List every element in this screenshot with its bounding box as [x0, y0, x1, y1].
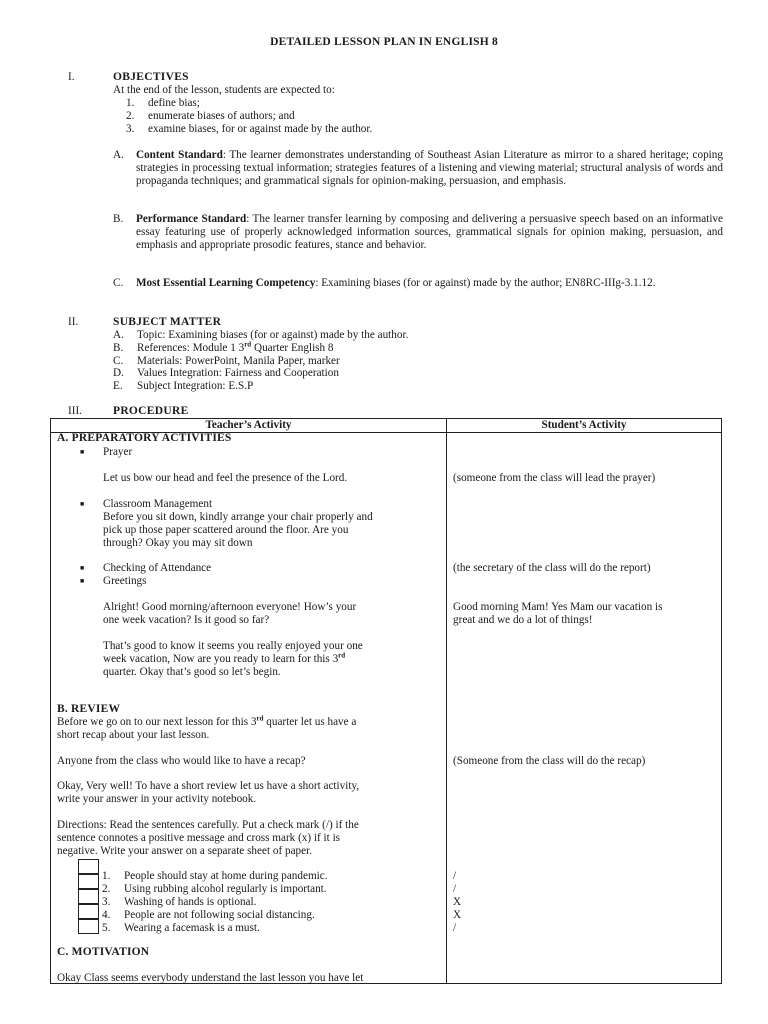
enjoy-text: That’s good to know it seems you really enjoyed your one	[103, 640, 363, 652]
document-title: DETAILED LESSON PLAN IN ENGLISH 8	[270, 36, 498, 48]
directions-text: negative. Write your answer on a separate sheet of paper.	[57, 845, 312, 857]
objective-item: 3. examine biases, for or against made by the author.	[126, 123, 373, 135]
recap-student: (Someone from the class will do the recap)	[453, 755, 646, 767]
subject-item: D. Values Integration: Fairness and Cooperation	[113, 367, 339, 380]
prayer-text: Let us bow our head and feel the presence of the Lord.	[103, 472, 348, 484]
procedure-heading: PROCEDURE	[113, 405, 189, 417]
bullet-icon: ■	[80, 577, 85, 585]
subject-matter-list	[113, 329, 408, 393]
competency-letter: C.	[113, 277, 124, 289]
subject-item: B. References: Module 1 3rd Quarter English 8	[113, 340, 334, 354]
attendance-student: (the secretary of the class will do the report)	[453, 562, 651, 574]
classroom-text: through? Okay you may sit down	[103, 537, 253, 549]
bullet-icon: ■	[80, 500, 85, 508]
greeting-student: Good morning Mam! Yes Mam our vacation is	[453, 601, 663, 613]
preparatory-heading: A. PREPARATORY ACTIVITIES	[57, 432, 232, 444]
teacher-column-header: Teacher’s Activity	[205, 419, 292, 431]
motivation-heading: C. MOTIVATION	[57, 946, 150, 958]
objective-item: 2. enumerate biases of authors; and	[126, 110, 295, 122]
review-text: short recap about your last lesson.	[57, 729, 210, 741]
answer-box[interactable]	[78, 919, 99, 934]
performance-standard: Performance Standard: The learner transfer learning by composing and delivering a persuasive speech based on an informative essay featuring use of properly acknowledged information sources, grammatical signals for opinion making, persuasion, and emphasis and appropriate prosodic features, stance and behavior.	[136, 213, 723, 251]
directions-text: Directions: Read the sentences carefully. Put a check mark (/) if the	[57, 819, 359, 831]
attendance-item: Checking of Attendance	[103, 562, 212, 574]
greeting-text: Alright! Good morning/afternoon everyone! How’s your	[103, 601, 357, 613]
section-numeral-procedure: III.	[68, 405, 82, 417]
objective-item: 1. define bias;	[126, 97, 200, 109]
subject-item: A. Topic: Examining biases (for or against) made by the author.	[113, 329, 409, 341]
content-standard-letter: A.	[113, 149, 124, 161]
activity-text: write your answer in your activity notebook.	[57, 793, 257, 805]
review-heading: B. REVIEW	[57, 703, 121, 715]
objectives-heading: OBJECTIVES	[113, 71, 189, 83]
activity-text: Okay, Very well! To have a short review let us have a short activity,	[57, 780, 360, 792]
objectives-intro: At the end of the lesson, students are expected to:	[113, 84, 335, 96]
answer-box[interactable]	[78, 889, 99, 904]
answer-box[interactable]	[78, 874, 99, 889]
sentence-item: 3. Washing of hands is optional.	[102, 896, 257, 908]
bullet-icon: ■	[80, 564, 85, 572]
review-text: Before we go on to our next lesson for this 3rd quarter let us have a	[57, 714, 357, 728]
subject-matter-heading: SUBJECT MATTER	[113, 316, 222, 328]
section-numeral-subject: II.	[68, 316, 79, 328]
classroom-text: Before you sit down, kindly arrange your chair properly and	[103, 511, 373, 523]
learning-competency: Most Essential Learning Competency: Examining biases (for or against) made by the author; EN8RC-IIIg-3.1.12.	[136, 277, 656, 289]
prayer-student: (someone from the class will lead the prayer)	[453, 472, 656, 484]
sentence-item: 2. Using rubbing alcohol regularly is important.	[102, 883, 327, 895]
column-divider	[446, 419, 447, 983]
sentence-item: 4. People are not following social distancing.	[102, 909, 315, 921]
greeting-text: one week vacation? Is it good so far?	[103, 614, 270, 626]
section-numeral-objectives: I.	[68, 71, 75, 83]
content-standard: Content Standard: The learner demonstrates understanding of Southeast Asian Literature as mirror to a shared heritage; coping strategies in processing textual information; strategies features of a listening and viewing material; structural analysis of words and propaganda techniques; and grammatical signals for opinion-making, persuasion, and emphasis.	[136, 149, 723, 187]
classroom-management-item: Classroom Management	[103, 498, 213, 510]
prayer-item: Prayer	[103, 446, 133, 458]
sentence-answer: /	[453, 870, 457, 882]
sentence-answer: /	[453, 883, 457, 895]
subject-item: C. Materials: PowerPoint, Manila Paper, marker	[113, 354, 340, 367]
motivation-text: Okay Class seems everybody understand the last lesson you have let	[57, 972, 364, 984]
sentence-answer: X	[453, 896, 462, 908]
student-column-header: Student’s Activity	[541, 419, 627, 431]
enjoy-text: quarter. Okay that’s good so let’s begin.	[103, 666, 281, 678]
sentence-answer: /	[453, 922, 457, 934]
answer-box[interactable]	[78, 904, 99, 919]
sentence-item: 1. People should stay at home during pandemic.	[102, 870, 328, 882]
procedure-table	[50, 418, 722, 984]
sentence-answer: X	[453, 909, 462, 921]
recap-question: Anyone from the class who would like to have a recap?	[57, 755, 306, 767]
greeting-student: great and we do a lot of things!	[453, 614, 593, 626]
directions-text: sentence connotes a positive message and cross mark (x) if it is	[57, 832, 341, 844]
bullet-icon: ■	[80, 448, 85, 456]
greetings-item: Greetings	[103, 575, 147, 587]
performance-standard-letter: B.	[113, 213, 124, 225]
sentence-item: 5. Wearing a facemask is a must.	[102, 922, 260, 934]
subject-item: E. Subject Integration: E.S.P	[113, 380, 254, 393]
answer-box[interactable]	[78, 859, 99, 874]
enjoy-text: week vacation, Now are you ready to learn for this 3rd	[103, 651, 346, 665]
classroom-text: pick up those paper scattered around the floor. Are you	[103, 524, 349, 536]
